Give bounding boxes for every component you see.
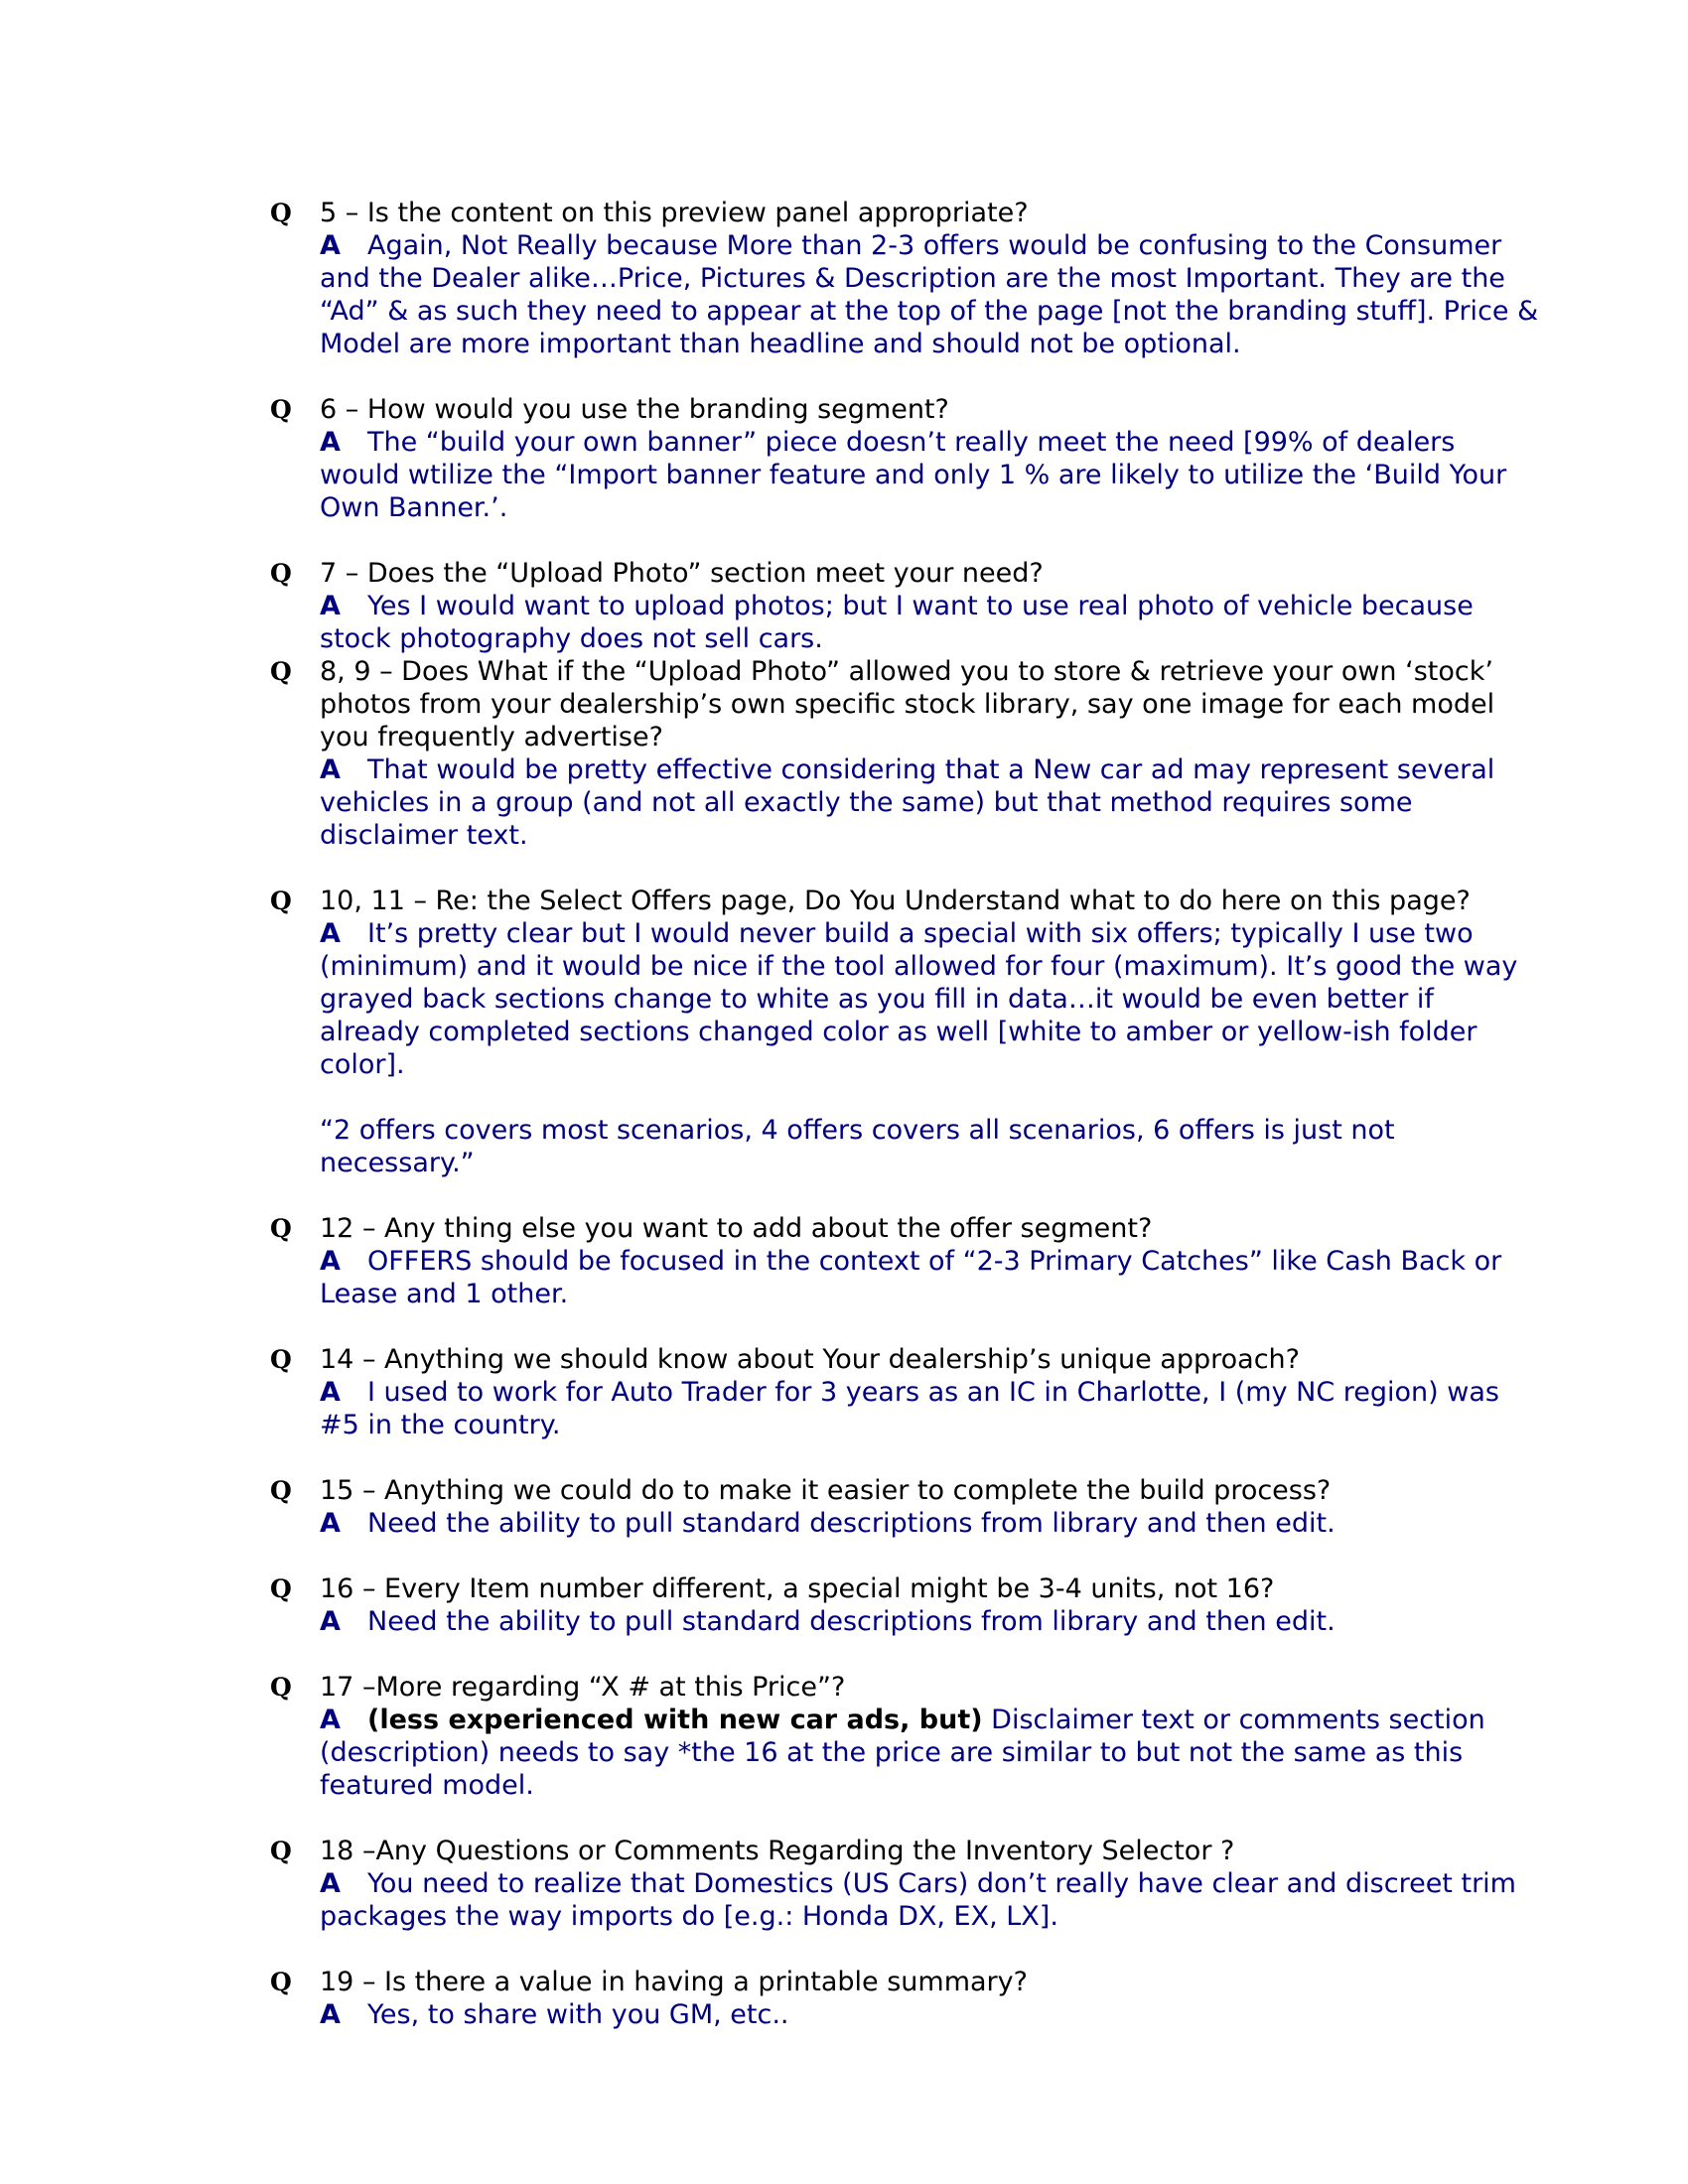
answer-text: OFFERS should be focused in the context of “2-3 Primary Catches” like Cash Back or Lease and 1 other. [320,1246,1502,1309]
qa-item-17 [270,1671,1541,1802]
question-text: 7 – Does the “Upload Photo” section meet your need? [320,558,1044,589]
qa-item-19 [270,1966,1541,2031]
question-marker: Q [270,887,292,915]
answer [320,753,1541,852]
answer-text: Disclaimer text or comments section (description) needs to say *the 16 at the price are similar to but not the same as this featured model. [320,1705,1485,1801]
answer [320,1507,1541,1540]
answer [320,426,1541,524]
answer-marker: A [320,1508,341,1539]
qa-item-16 [270,1572,1541,1638]
answer [320,590,1541,655]
answer-marker: A [320,1246,341,1277]
question-text: 19 – Is there a value in having a printable summary? [320,1967,1028,1997]
question-text: 6 – How would you use the branding segment? [320,394,949,425]
question-text: 17 –More regarding “X # at this Price”? [320,1672,846,1703]
question-marker: Q [270,199,292,227]
qa-item-14 [270,1343,1541,1441]
question-marker: Q [270,1345,292,1374]
qa-item-10-11 [270,885,1541,1179]
answer-text: The “build your own banner” piece doesn’t really meet the need [99% of dealers would wtilize the “Import banner feature and only 1 % are likely to utilize the ‘Build Your Own Banner.’. [320,427,1507,523]
answer [320,1998,1541,2031]
question-marker: Q [270,1673,292,1702]
question-marker: Q [270,1968,292,1996]
answer-text: Need the ability to pull standard descriptions from library and then edit. [367,1508,1336,1539]
question-text: 18 –Any Questions or Comments Regarding the Inventory Selector ? [320,1836,1235,1866]
question-marker: Q [270,1837,292,1865]
answer-text: Yes I would want to upload photos; but I want to use real photo of vehicle because stock photography does not sell cars. [320,591,1474,654]
question-text: 12 – Any thing else you want to add about the offer segment? [320,1213,1153,1244]
answer-marker: A [320,1705,341,1735]
answer-quote: “2 offers covers most scenarios, 4 offers covers all scenarios, 6 offers is just not necessary.” [320,1115,1395,1178]
answer-marker: A [320,918,341,949]
question-text: 8, 9 – Does What if the “Upload Photo” allowed you to store & retrieve your own ‘stock’ photos from your dealership’s own specific stock library, say one image for each model you frequently advertise? [320,656,1495,752]
answer [320,1867,1541,1933]
answer [320,1704,1541,1802]
question-text: 14 – Anything we should know about Your dealership’s unique approach? [320,1344,1300,1375]
answer-text: You need to realize that Domestics (US Cars) don’t really have clear and discreet trim packages the way imports do [e.g.: Honda DX, EX, LX]. [320,1868,1516,1932]
qa-item-15 [270,1474,1541,1540]
answer-marker: A [320,1377,341,1408]
document-body [270,197,1541,2031]
answer-marker: A [320,754,341,785]
question-marker: Q [270,559,292,588]
question-marker: Q [270,657,292,686]
question-marker: Q [270,395,292,424]
question-text: 5 – Is the content on this preview panel appropriate? [320,198,1029,228]
answer-marker: A [320,1999,341,2030]
answer-marker: A [320,427,341,458]
answer-text: That would be pretty effective considering that a New car ad may represent several vehicles in a group (and not all exactly the same) but that method requires some disclaimer text. [320,754,1495,851]
answer-text: I used to work for Auto Trader for 3 years as an IC in Charlotte, I (my NC region) was #5 in the country. [320,1377,1499,1440]
question-text: 10, 11 – Re: the Select Offers page, Do You Understand what to do here on this page? [320,886,1471,916]
answer-marker: A [320,591,341,621]
answer-text: It’s pretty clear but I would never build a special with six offers; typically I use two (minimum) and it would be nice if the tool allowed for four (maximum). It’s good the way grayed back sections change to white as you fill in data…it would be even better if already completed sections changed color as well [white to amber or yellow-ish folder color]. [320,918,1518,1080]
answer [320,1245,1541,1310]
question-marker: Q [270,1476,292,1505]
answer [320,1376,1541,1441]
answer-marker: A [320,230,341,261]
question-text: 15 – Anything we could do to make it easier to complete the build process? [320,1475,1332,1506]
answer [320,229,1541,360]
qa-item-7 [270,557,1541,655]
qa-item-6 [270,393,1541,524]
answer-lead: (less experienced with new car ads, but) [367,1705,983,1735]
question-marker: Q [270,1214,292,1243]
answer-text: Yes, to share with you GM, etc.. [367,1999,789,2030]
qa-item-18 [270,1835,1541,1933]
qa-item-5 [270,197,1541,360]
question-text: 16 – Every Item number different, a special might be 3-4 units, not 16? [320,1573,1275,1604]
answer-marker: A [320,1606,341,1637]
answer-text: Need the ability to pull standard descriptions from library and then edit. [367,1606,1336,1637]
question-marker: Q [270,1574,292,1603]
answer [320,917,1541,1081]
answer-marker: A [320,1868,341,1899]
qa-item-8-9 [270,655,1541,852]
qa-item-12 [270,1212,1541,1310]
answer-text: Again, Not Really because More than 2-3 offers would be confusing to the Consumer and the Dealer alike…Price, Pictures & Description are the most Important. They are the “Ad” & as such they need to appear at the top of the page [not the branding stuff]. Price & Model are more important than headline and should not be optional. [320,230,1539,359]
answer [320,1605,1541,1638]
